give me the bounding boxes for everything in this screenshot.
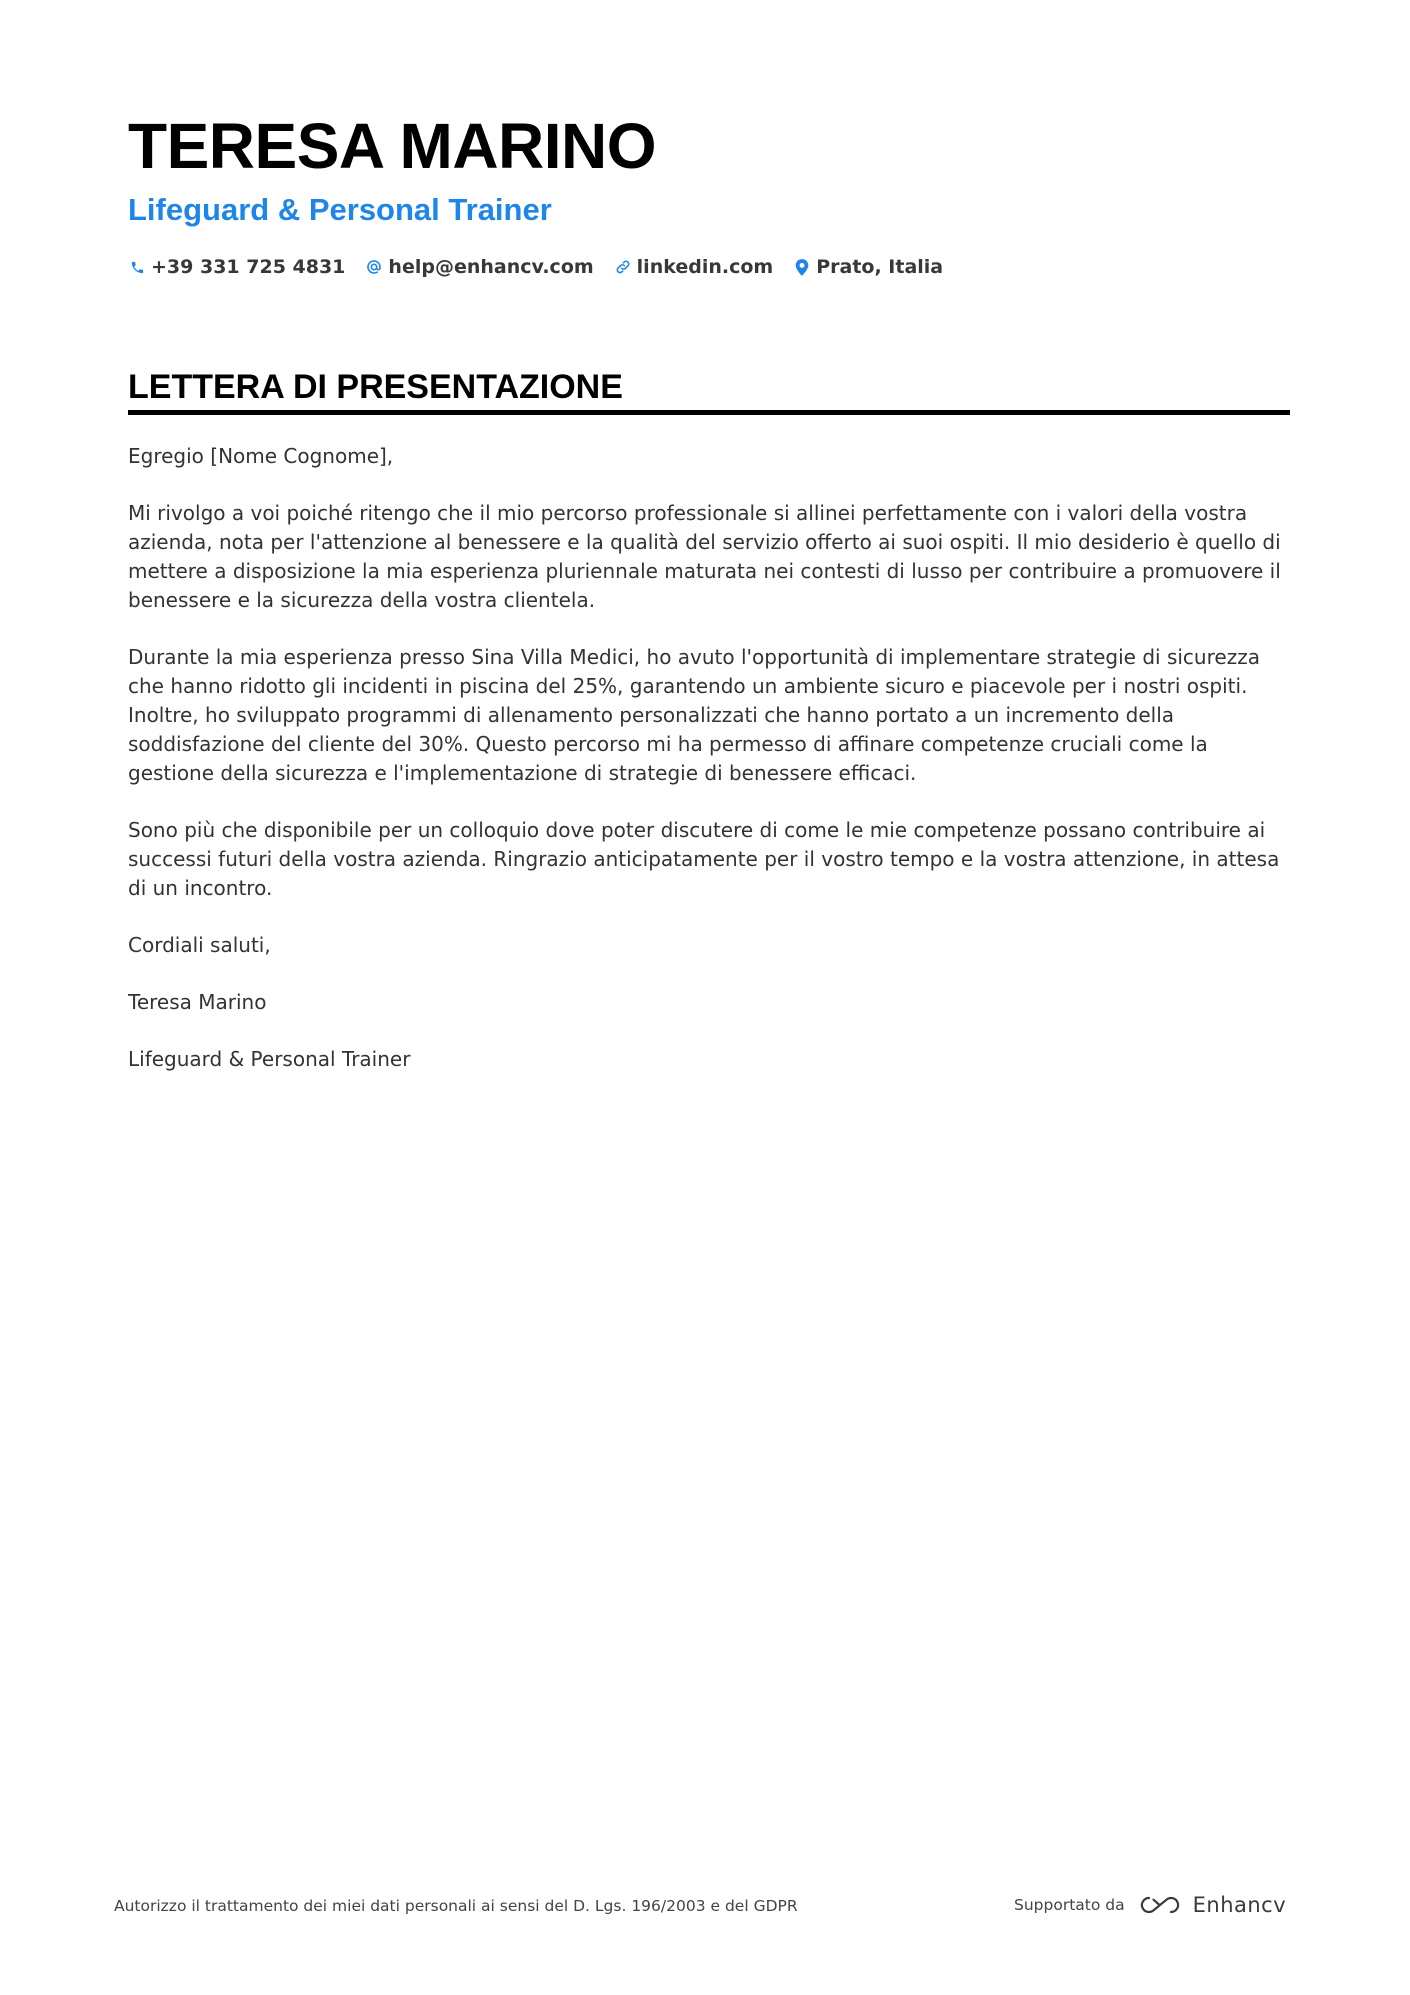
location-text: Prato, Italia xyxy=(816,256,944,278)
location-pin-icon xyxy=(793,258,811,276)
link-icon xyxy=(614,258,632,276)
salutation: Egregio [Nome Cognome], xyxy=(128,444,394,468)
letter-paragraph-2: Durante la mia esperienza presso Sina Villa Medici, ho avuto l'opportunità di implementare strategie di sicurezza che hanno ridotto gli incidenti in piscina del 25%, garantendo un ambiente sicuro e piacevole per i nostri ospiti. Inoltre, ho sviluppato programmi di allenamento personalizzati che hanno portato a un incremento della soddisfazione del cliente del 30%. Questo percorso mi ha permesso di affinare competenze cruciali come la gestione della sicurezza e l'implementazione di strategie di benessere efficaci. xyxy=(128,645,1260,785)
section-divider xyxy=(128,410,1290,415)
privacy-note: Autorizzo il trattamento dei miei dati personali ai sensi del D. Lgs. 196/2003 e del GDPR xyxy=(114,1897,798,1915)
contact-linkedin xyxy=(614,256,774,278)
powered-by xyxy=(1014,1890,1286,1920)
letter-paragraph-3: Sono più che disponibile per un colloquio dove poter discutere di come le mie competenze possano contribuire ai successi futuri della vostra azienda. Ringrazio anticipatamente per il vostro tempo e la vostra attenzione, in attesa di un incontro. xyxy=(128,818,1280,900)
signature-name: Teresa Marino xyxy=(128,990,267,1014)
section-title: LETTERA DI PRESENTAZIONE xyxy=(128,368,623,406)
email-address[interactable]: help@enhancv.com xyxy=(388,256,594,278)
signature-role: Lifeguard & Personal Trainer xyxy=(128,1047,411,1071)
contact-email xyxy=(365,256,593,278)
letter-body xyxy=(128,442,1290,1102)
contact-phone xyxy=(128,256,345,278)
contact-location xyxy=(793,256,943,278)
at-icon xyxy=(365,258,383,276)
contact-bar xyxy=(128,254,963,280)
letter-paragraph-1: Mi rivolgo a voi poiché ritengo che il mio percorso professionale si allinei perfettamente con i valori della vostra azienda, nota per l'attenzione al benessere e la qualità del servizio offerto ai suoi ospiti. Il mio desiderio è quello di mettere a disposizione la mia esperienza pluriennale maturata nei contesti di lusso per contribuire a promuovere il benessere e la sicurezza della vostra clientela. xyxy=(128,501,1281,612)
candidate-name: TERESA MARINO xyxy=(128,110,657,182)
powered-by-label: Supportato da xyxy=(1014,1896,1125,1914)
brand-name[interactable]: Enhancv xyxy=(1192,1893,1287,1917)
linkedin-link[interactable]: linkedin.com xyxy=(636,256,774,278)
phone-icon xyxy=(128,258,146,276)
closing: Cordiali saluti, xyxy=(128,933,271,957)
enhancv-logo-icon xyxy=(1137,1893,1183,1917)
candidate-role: Lifeguard & Personal Trainer xyxy=(128,192,552,227)
phone-number: +39 331 725 4831 xyxy=(151,256,346,278)
